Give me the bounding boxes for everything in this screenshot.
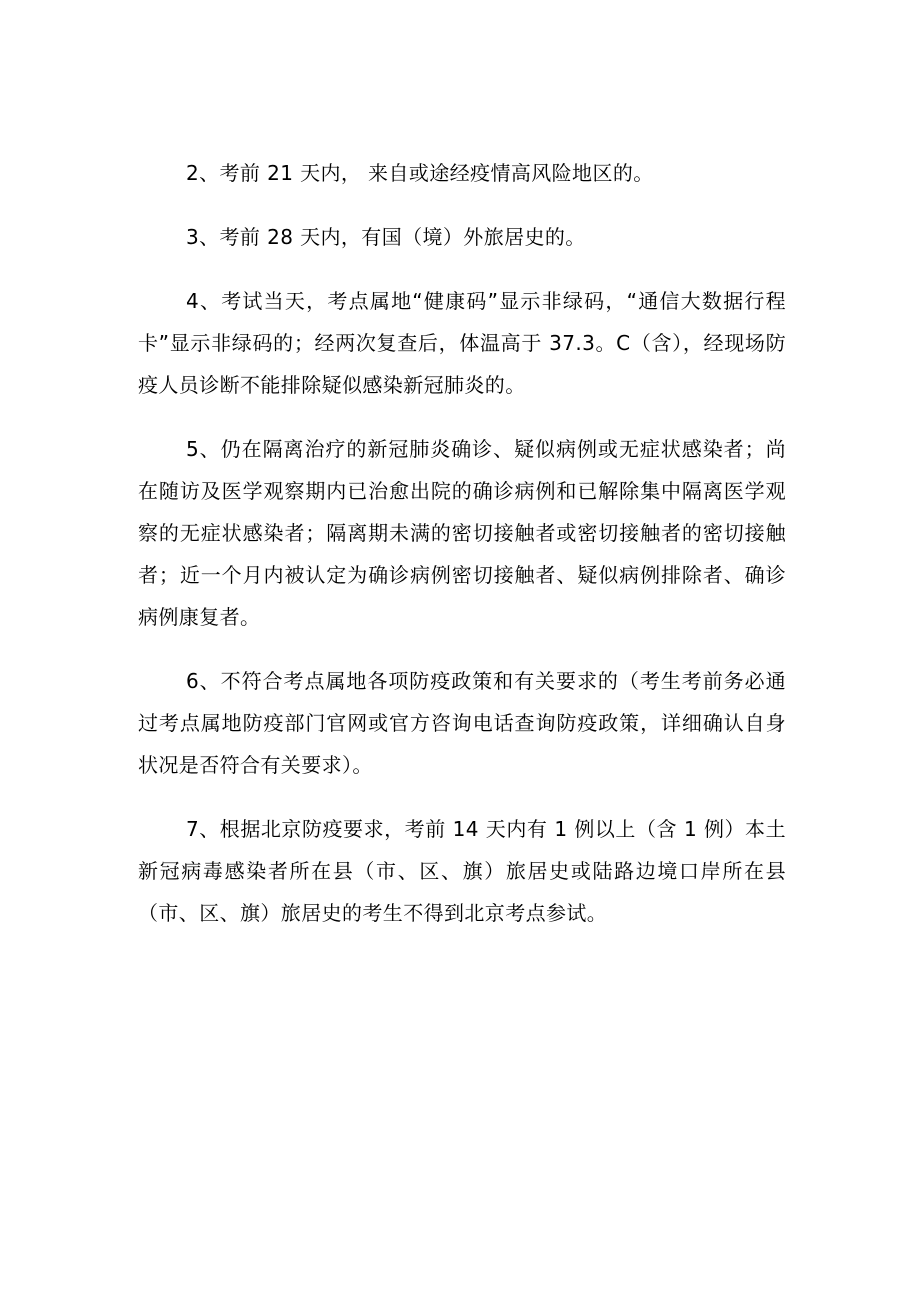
paragraph-item-7: 7、根据北京防疫要求，考前 14 天内有 1 例以上（含 1 例）本土新冠病毒感染者所在县（市、区、旗）旅居史或陆路边境口岸所在县（市、区、旗）旅居史的考生不得到北京考点参试。: [138, 817, 786, 925]
paragraph-item-5: 5、仍在隔离治疗的新冠肺炎确诊、疑似病例或无症状感染者；尚在随访及医学观察期内已治愈出院的确诊病例和已解除集中隔离医学观察的无症状感染者；隔离期未满的密切接触者或密切接触者的密切接触者；近一个月内被认定为确诊病例密切接触者、疑似病例排除者、确诊病例康复者。: [138, 437, 786, 629]
paragraph-item-4: 4、考试当天，考点属地“健康码”显示非绿码，“通信大数据行程卡”显示非绿码的；经两次复查后，体温高于 37.3。C（含），经现场防疫人员诊断不能排除疑似感染新冠肺炎的。: [138, 289, 786, 397]
document-body: [138, 152, 786, 934]
paragraph-item-6: 6、不符合考点属地各项防疫政策和有关要求的（考生考前务必通过考点属地防疫部门官网或官方咨询电话查询防疫政策，详细确认自身状况是否符合有关要求）。: [138, 669, 786, 777]
paragraph-item-2: 2、考前 21 天内， 来自或途经疫情高风险地区的。: [186, 161, 654, 185]
paragraph-item-3: 3、考前 28 天内，有国（境）外旅居史的。: [186, 225, 586, 249]
